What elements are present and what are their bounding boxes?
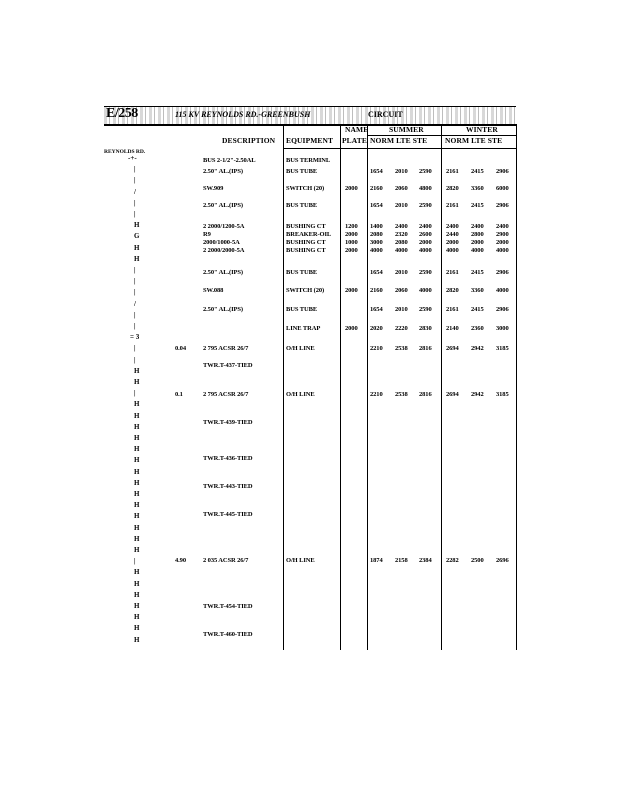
- row-winter-value: 2400: [471, 223, 484, 230]
- row-description: TWR.T-443-TIED: [203, 483, 253, 490]
- row-winter-value: 3185: [496, 345, 509, 352]
- diagram-marker: H: [134, 546, 140, 554]
- row-winter-value: 2820: [446, 185, 459, 192]
- diagram-marker: H: [134, 244, 140, 252]
- row-equipment: BUS TERMINL: [286, 157, 331, 164]
- header-name-plate-1: NAME: [345, 125, 369, 134]
- row-summer-value: 4800: [419, 185, 432, 192]
- row-winter-value: 2000: [471, 239, 484, 246]
- header-name-plate-2: PLATE: [342, 136, 367, 145]
- row-winter-value: 4000: [496, 287, 509, 294]
- row-summer-value: 2020: [370, 325, 383, 332]
- row-description: R9: [203, 231, 211, 238]
- diagram-marker: |: [134, 288, 136, 296]
- row-winter-value: 2900: [496, 231, 509, 238]
- row-summer-value: 2830: [419, 325, 432, 332]
- row-winter-value: 2000: [496, 239, 509, 246]
- col-rule-equipment: [283, 124, 284, 650]
- row-equipment: O/H LINE: [286, 345, 315, 352]
- row-description: 2 035 ACSR 26/7: [203, 557, 249, 564]
- row-winter-value: 3360: [471, 287, 484, 294]
- diagram-marker: H: [134, 434, 140, 442]
- row-nameplate: 2000: [345, 185, 358, 192]
- row-summer-value: 2080: [395, 239, 408, 246]
- row-equipment: BREAKER-OIL: [286, 231, 332, 238]
- row-winter-value: 2161: [446, 202, 459, 209]
- row-winter-value: 4000: [471, 247, 484, 254]
- row-description: 2 795 ACSR 26/7: [203, 345, 249, 352]
- diagram-marker: H: [134, 255, 140, 263]
- row-summer-value: 2060: [395, 287, 408, 294]
- diagram-marker: H: [134, 602, 140, 610]
- row-winter-value: 3000: [496, 325, 509, 332]
- row-summer-value: 2816: [419, 391, 432, 398]
- row-nameplate: 2000: [345, 325, 358, 332]
- row-equipment: O/H LINE: [286, 557, 315, 564]
- diagram-marker: |: [134, 311, 136, 319]
- row-description: TWR.T-436-TIED: [203, 455, 253, 462]
- circuit-title: 115 KV REYNOLDS RD.-GREENBUSH: [175, 110, 311, 119]
- station-label: REYNOLDS RD.: [104, 149, 146, 155]
- diagram-marker: |: [134, 277, 136, 285]
- row-winter-value: 2415: [471, 306, 484, 313]
- row-winter-value: 2694: [446, 345, 459, 352]
- diagram-marker: H: [134, 613, 140, 621]
- row-equipment: BUS TUBE: [286, 168, 318, 175]
- row-description: SW.088: [203, 287, 224, 294]
- diagram-marker: |: [134, 557, 136, 565]
- diagram-marker: /: [134, 188, 136, 196]
- row-summer-value: 2160: [370, 185, 383, 192]
- diagram-marker: |: [134, 356, 136, 364]
- diagram-marker: H: [134, 412, 140, 420]
- row-summer-value: 2538: [395, 345, 408, 352]
- row-summer-value: 4000: [395, 247, 408, 254]
- row-winter-value: 2500: [471, 557, 484, 564]
- diagram-marker: H: [134, 468, 140, 476]
- row-winter-value: 2906: [496, 168, 509, 175]
- row-summer-value: 2400: [395, 223, 408, 230]
- row-winter-value: 2360: [471, 325, 484, 332]
- row-nameplate: 2000: [345, 247, 358, 254]
- diagram-marker: G: [134, 232, 140, 240]
- row-summer-value: 1400: [370, 223, 383, 230]
- diagram-marker: |: [134, 389, 136, 397]
- row-summer-value: 2590: [419, 306, 432, 313]
- row-winter-value: 6000: [496, 185, 509, 192]
- row-equipment: BUS TUBE: [286, 269, 318, 276]
- row-equipment: LINE TRAP: [286, 325, 321, 332]
- col-rule-winter: [441, 124, 442, 650]
- row-equipment: BUS TUBE: [286, 202, 318, 209]
- row-summer-value: 1654: [370, 202, 383, 209]
- row-description: TWR.T-439-TIED: [203, 419, 253, 426]
- row-distance: 0.1: [175, 391, 183, 398]
- diagram-marker: -+-: [128, 154, 137, 162]
- diagram-marker: H: [134, 580, 140, 588]
- diagram-marker: H: [134, 456, 140, 464]
- row-summer-value: 2538: [395, 391, 408, 398]
- row-summer-value: 2590: [419, 202, 432, 209]
- row-winter-value: 2140: [446, 325, 459, 332]
- row-description: TWR.T-437-TIED: [203, 362, 253, 369]
- row-description: TWR.T-445-TIED: [203, 511, 253, 518]
- circuit-label: CIRCUIT: [368, 110, 403, 119]
- row-summer-value: 3000: [370, 239, 383, 246]
- row-summer-value: 2010: [395, 168, 408, 175]
- row-winter-value: 3185: [496, 391, 509, 398]
- row-description: 2.50" AL.(IPS): [203, 269, 243, 276]
- row-winter-value: 2415: [471, 269, 484, 276]
- diagram-marker: H: [134, 479, 140, 487]
- row-winter-value: 2800: [471, 231, 484, 238]
- diagram-marker: H: [134, 445, 140, 453]
- row-equipment: BUS TUBE: [286, 306, 318, 313]
- row-equipment: SWITCH (20): [286, 185, 325, 192]
- row-description: 2000/1000-5A: [203, 239, 240, 246]
- row-summer-value: 2816: [419, 345, 432, 352]
- diagram-marker: H: [134, 624, 140, 632]
- header-summer-cols: NORM LTE STE: [370, 136, 428, 145]
- row-winter-value: 2906: [496, 306, 509, 313]
- diagram-marker: H: [134, 535, 140, 543]
- diagram-marker: H: [134, 524, 140, 532]
- row-description: 2 2000/2000-5A: [203, 247, 245, 254]
- row-summer-value: 2158: [395, 557, 408, 564]
- row-summer-value: 2600: [419, 231, 432, 238]
- diagram-marker: |: [134, 176, 136, 184]
- diagram-marker: H: [134, 400, 140, 408]
- diagram-marker: |: [134, 344, 136, 352]
- row-distance: 0.04: [175, 345, 186, 352]
- row-summer-value: 2210: [370, 345, 383, 352]
- row-winter-value: 3360: [471, 185, 484, 192]
- row-winter-value: 2415: [471, 202, 484, 209]
- row-summer-value: 2010: [395, 269, 408, 276]
- header-summer: SUMMER: [389, 125, 424, 134]
- row-winter-value: 4000: [446, 247, 459, 254]
- row-equipment: BUSHING CT: [286, 223, 326, 230]
- row-winter-value: 2161: [446, 306, 459, 313]
- row-winter-value: 2161: [446, 269, 459, 276]
- header-rule: [283, 148, 516, 149]
- col-rule-nameplate: [340, 124, 341, 650]
- row-description: SW.909: [203, 185, 224, 192]
- row-winter-value: 2696: [496, 557, 509, 564]
- row-winter-value: 2942: [471, 391, 484, 398]
- row-winter-value: 4000: [496, 247, 509, 254]
- diagram-marker: H: [134, 221, 140, 229]
- row-summer-value: 2010: [395, 202, 408, 209]
- row-winter-value: 2942: [471, 345, 484, 352]
- row-description: 2.50" AL.(IPS): [203, 306, 243, 313]
- row-summer-value: 4000: [370, 247, 383, 254]
- row-equipment: BUSHING CT: [286, 239, 326, 246]
- row-winter-value: 2694: [446, 391, 459, 398]
- diagram-marker: H: [134, 591, 140, 599]
- row-summer-value: 1874: [370, 557, 383, 564]
- row-winter-value: 2820: [446, 287, 459, 294]
- row-winter-value: 2400: [446, 223, 459, 230]
- row-description: BUS 2-1/2"-2.50AL: [203, 157, 256, 164]
- diagram-marker: H: [134, 512, 140, 520]
- row-winter-value: 2440: [446, 231, 459, 238]
- row-summer-value: 2220: [395, 325, 408, 332]
- row-winter-value: 2161: [446, 168, 459, 175]
- row-summer-value: 2080: [370, 231, 383, 238]
- diagram-marker: H: [134, 636, 140, 644]
- row-summer-value: 1654: [370, 168, 383, 175]
- row-summer-value: 2160: [370, 287, 383, 294]
- diagram-marker: |: [134, 199, 136, 207]
- diagram-marker: /: [134, 300, 136, 308]
- row-summer-value: 2384: [419, 557, 432, 564]
- row-description: 2 795 ACSR 26/7: [203, 391, 249, 398]
- diagram-marker: |: [134, 322, 136, 330]
- col-rule-right: [516, 124, 517, 650]
- diagram-marker: H: [134, 423, 140, 431]
- row-summer-value: 4000: [419, 247, 432, 254]
- row-equipment: SWITCH (20): [286, 287, 325, 294]
- circuit-id: E/258: [106, 106, 138, 121]
- diagram-marker: H: [134, 490, 140, 498]
- row-nameplate: 2000: [345, 287, 358, 294]
- col-rule-summer: [367, 124, 368, 650]
- row-nameplate: 1000: [345, 239, 358, 246]
- header-equipment: EQUIPMENT: [286, 136, 334, 145]
- row-nameplate: 2000: [345, 231, 358, 238]
- row-winter-value: 2906: [496, 202, 509, 209]
- diagram-marker: H: [134, 367, 140, 375]
- diagram-marker: = 3: [130, 333, 140, 341]
- row-winter-value: 2906: [496, 269, 509, 276]
- row-winter-value: 2415: [471, 168, 484, 175]
- row-equipment: BUSHING CT: [286, 247, 326, 254]
- row-equipment: O/H LINE: [286, 391, 315, 398]
- diagram-marker: H: [134, 568, 140, 576]
- row-summer-value: 1654: [370, 269, 383, 276]
- diagram-marker: |: [134, 165, 136, 173]
- row-summer-value: 2210: [370, 391, 383, 398]
- row-winter-value: 2282: [446, 557, 459, 564]
- row-description: 2.50" AL.(IPS): [203, 168, 243, 175]
- row-summer-value: 4000: [419, 287, 432, 294]
- row-description: 2.50" AL.(IPS): [203, 202, 243, 209]
- diagram-marker: H: [134, 378, 140, 386]
- row-description: 2 2000/1200-5A: [203, 223, 245, 230]
- header-description: DESCRIPTION: [222, 136, 276, 145]
- diagram-marker: |: [134, 210, 136, 218]
- row-nameplate: 1200: [345, 223, 358, 230]
- row-summer-value: 2010: [395, 306, 408, 313]
- row-summer-value: 2000: [419, 239, 432, 246]
- row-summer-value: 2590: [419, 168, 432, 175]
- row-description: TWR.T-460-TIED: [203, 631, 253, 638]
- diagram-marker: H: [134, 501, 140, 509]
- diagram-marker: |: [134, 266, 136, 274]
- row-summer-value: 2400: [419, 223, 432, 230]
- row-summer-value: 1654: [370, 306, 383, 313]
- row-description: TWR.T-454-TIED: [203, 603, 253, 610]
- row-winter-value: 2000: [446, 239, 459, 246]
- row-summer-value: 2320: [395, 231, 408, 238]
- header-winter: WINTER: [466, 125, 498, 134]
- row-summer-value: 2060: [395, 185, 408, 192]
- header-winter-cols: NORM LTE STE: [445, 136, 503, 145]
- row-winter-value: 2400: [496, 223, 509, 230]
- row-distance: 4.90: [175, 557, 186, 564]
- row-summer-value: 2590: [419, 269, 432, 276]
